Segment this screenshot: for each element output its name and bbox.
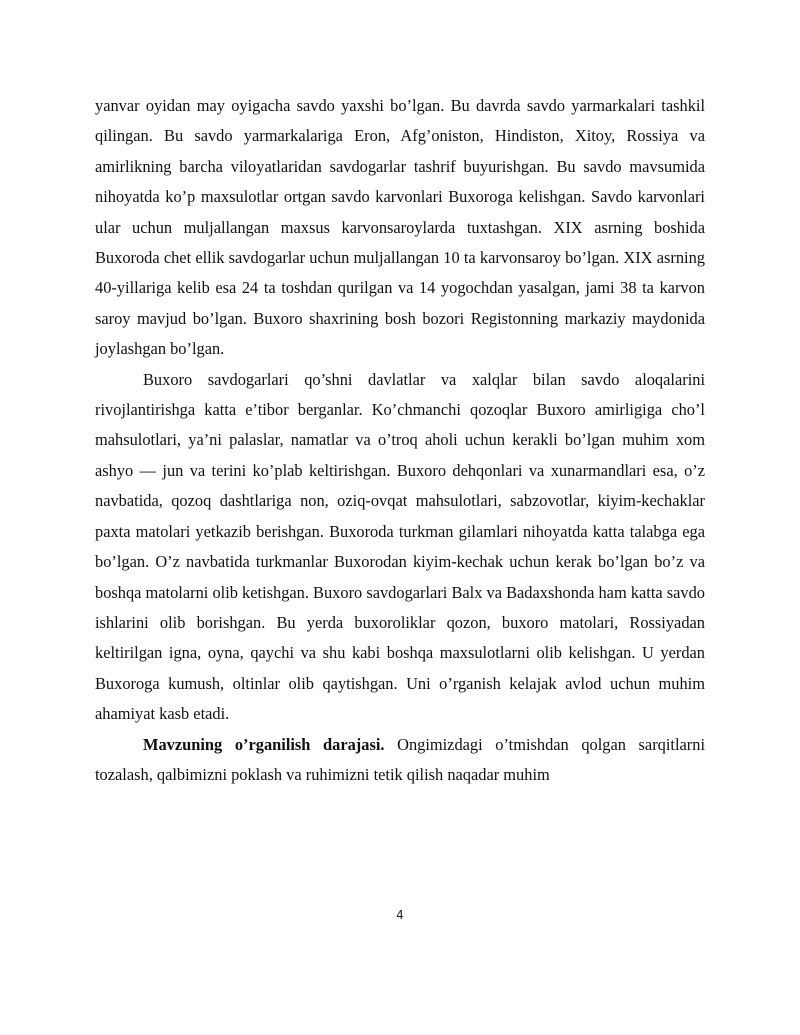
paragraph-study-level-text: Ongimizdagi o’tmishdan qolgan sarqitlarni tozalash, qalbimizni poklash va ruhimizni tetik qilish naqadar muhim: [95, 734, 706, 784]
page-number: 4: [396, 908, 404, 922]
paragraph-study-level: [95, 730, 705, 791]
section-heading-study-level: Mavzuning o’rganilish darajasi.: [143, 734, 385, 754]
paragraph-bukhara-merchants: Buxoro savdogarlari qo’shni davlatlar va xalqlar bilan savdo aloqalarini rivojlantirishga katta e’tibor berganlar. Ko’chmanchi qozoqlar Buxoro amirligiga cho’l mahsulotlari, ya’ni palaslar, namatlar va o’troq aholi uchun kerakli bo’lgan muhim xom ashyo — jun va terini ko’plab keltirishgan. Buxoro dehqonlari va xunarmandlari esa, o’z navbatida, qozoq dashtlariga non, oziq-ovqat mahsulotlari, sabzovotlar, kiyim-kechaklar paxta matolari yetkazib berishgan. Buxoroda turkman gilamlari nihoyatda katta talabga ega bo’lgan. O’z navbatida turkmanlar Buxorodan kiyim-kechak uchun kerak bo’lgan bo’z va boshqa matolarni olib ketishgan. Buxoro savdogarlari Balx va Badaxshonda ham katta savdo ishlarini olib borishgan. Bu yerda buxoroliklar qozon, buxoro matolari, Rossiyadan keltirilgan igna, oyna, qaychi va shu kabi boshqa maxsulotlarni olib kelishgan. U yerdan Buxoroga kumush, oltinlar olib qaytishgan. Uni o’rganish kelajak avlod uchun muhim ahamiyat kasb etadi.: [95, 369, 705, 724]
paragraph-caravan-trade: yanvar oyidan may oyigacha savdo yaxshi bo’lgan. Bu davrda savdo yarmarkalari tashkil qilingan. Bu savdo yarmarkalariga Eron, Afg’oniston, Hindiston, Xitoy, Rossiya va amirlikning barcha viloyatlaridan savdogarlar tashrif buyurishgan. Bu savdo mavsumida nihoyatda ko’p maxsulotlar ortgan savdo karvonlari Buxoroga kelishgan. Savdo karvonlari ular uchun muljallangan maxsus karvonsaroylarda tuxtashgan. XIX asrning boshida Buxoroda chet ellik savdogarlar uchun muljallangan 10 ta karvonsaroy bo’lgan. XIX asrning 40-yillariga kelib esa 24 ta toshdan qurilgan va 14 yogochdan yasalgan, jami 38 ta karvon saroy mavjud bo’lgan. Buxoro shaxrining bosh bozori Registonning markaziy maydonida joylashgan bo’lgan.: [95, 96, 705, 359]
document-body: [95, 91, 705, 790]
